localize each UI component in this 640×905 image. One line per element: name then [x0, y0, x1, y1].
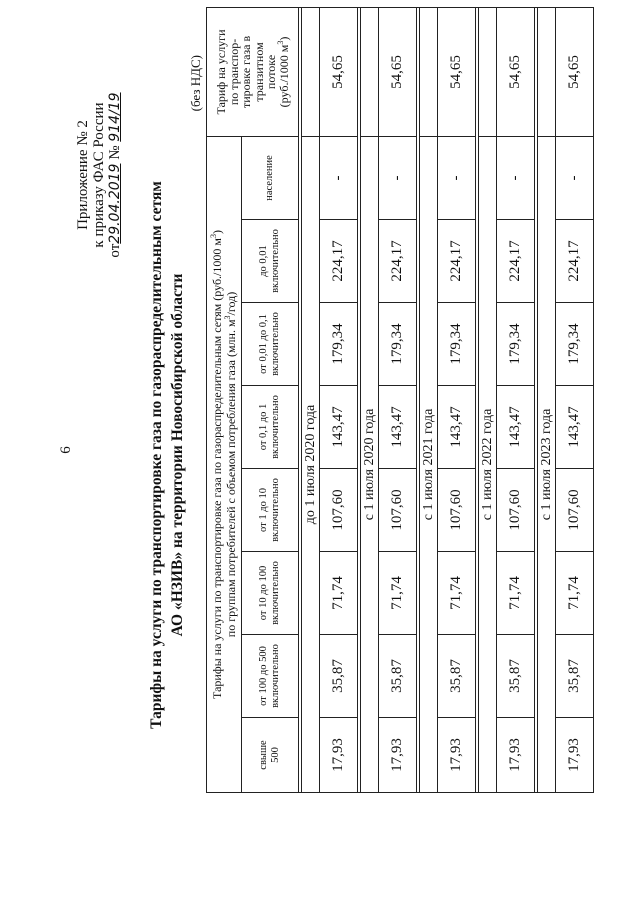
tariff-cell: 107,60	[438, 469, 476, 552]
tariff-cell: 224,17	[497, 220, 535, 303]
transit-tariff-cell: 54,65	[497, 7, 535, 136]
tariff-cell: 224,17	[556, 220, 594, 303]
table-row	[497, 7, 535, 792]
column-header-0-1-1: от 0,1 до 1 включительно	[242, 386, 299, 469]
transit-tariff-cell: 54,65	[556, 7, 594, 136]
transit-tariff-header	[207, 7, 299, 136]
tariff-cell: 107,60	[556, 469, 594, 552]
tariff-cell: -	[379, 136, 417, 219]
tariff-cell: 35,87	[438, 635, 476, 718]
column-header-10-100: от 10 до 100 включительно	[242, 552, 299, 635]
tariff-cell: -	[438, 136, 476, 219]
tariff-cell: 143,47	[438, 386, 476, 469]
transit-tariff-cell: 54,65	[438, 7, 476, 136]
period-row	[538, 7, 556, 792]
appendix-line3	[107, 55, 123, 295]
transit-header-suffix: )	[276, 36, 291, 41]
table-row	[438, 7, 476, 792]
appendix-number: 914/19	[107, 92, 123, 142]
appendix-date-prefix: от	[107, 243, 123, 258]
appendix-line1: Приложение № 2	[75, 120, 91, 230]
tariff-table	[206, 7, 594, 793]
transit-header-line: потоке	[264, 54, 278, 90]
tariff-cell: 17,93	[379, 718, 417, 793]
tariff-cell: 224,17	[320, 220, 358, 303]
tariff-cell: 107,60	[379, 469, 417, 552]
tariff-cell: 71,74	[438, 552, 476, 635]
period-label: до 1 июля 2020 года	[302, 136, 320, 792]
tariff-cell: 179,34	[438, 303, 476, 386]
tariff-cell: 107,60	[320, 469, 358, 552]
appendix-date: 29.04.2019	[107, 163, 123, 244]
period-row	[479, 7, 497, 792]
column-header-0-01-0-1: от 0,01 до 0,1 включительно	[242, 303, 299, 386]
sup-3: 3	[209, 234, 218, 239]
tariff-cell: 143,47	[320, 386, 358, 469]
tariff-cell: 143,47	[379, 386, 417, 469]
tariff-cell: 224,17	[438, 220, 476, 303]
column-header-under-0-01: до 0,01 включительно	[242, 220, 299, 303]
period-label: с 1 июля 2020 года	[361, 136, 379, 792]
tariff-cell: 71,74	[379, 552, 417, 635]
period-row	[420, 7, 438, 792]
transit-tariff-cell: 54,65	[320, 7, 358, 136]
transit-header-line: по транспор-	[226, 38, 241, 106]
tariff-cell: 71,74	[497, 552, 535, 635]
appendix-line2: к приказу ФАС России	[91, 102, 107, 248]
column-header-population: население	[242, 136, 299, 219]
transit-header-line: Тариф на услуги	[214, 29, 228, 115]
transit-tariff-cell: 54,65	[379, 7, 417, 136]
table-row	[379, 7, 417, 792]
column-header-over-500: свыше 500	[242, 718, 299, 793]
period-row	[302, 7, 320, 792]
period-label: с 1 июля 2021 года	[420, 136, 438, 792]
document-title	[146, 125, 188, 785]
tariff-cell: 71,74	[320, 552, 358, 635]
tariff-cell: 179,34	[556, 303, 594, 386]
tariff-cell: 35,87	[497, 635, 535, 718]
group-header-line1: Тарифы на услуги по транспортировке газа по газораспределительным сетям (руб./1000 м	[210, 238, 224, 699]
tariff-cell: 224,17	[379, 220, 417, 303]
tariff-cell: 143,47	[497, 386, 535, 469]
tariff-cell: 107,60	[497, 469, 535, 552]
group-header-line2-suffix: /год)	[224, 291, 238, 316]
appendix-reference	[75, 55, 123, 295]
tariff-cell: 179,34	[497, 303, 535, 386]
transit-header-line: (руб./1000 м	[276, 44, 291, 108]
title-line2: АО «НЗИВ» на территории Новосибирской области	[169, 273, 186, 637]
page-number: 6	[58, 446, 74, 454]
period-label: с 1 июля 2022 года	[479, 136, 497, 792]
tariff-cell: 179,34	[379, 303, 417, 386]
tariff-cell: 179,34	[320, 303, 358, 386]
transit-header-line: транзитном	[251, 42, 266, 102]
tariff-cell: 17,93	[320, 718, 358, 793]
sup-3: 3	[275, 40, 285, 45]
vat-note: (без НДС)	[188, 55, 203, 112]
appendix-number-prefix: №	[107, 145, 123, 160]
tariff-cell: 17,93	[438, 718, 476, 793]
column-header-100-500: от 100 до 500 включительно	[242, 635, 299, 718]
tariff-cell: 35,87	[556, 635, 594, 718]
period-row	[361, 7, 379, 792]
column-header-1-10: от 1 до 10 включительно	[242, 469, 299, 552]
group-header-line1-suffix: )	[210, 230, 224, 235]
table-row	[556, 7, 594, 792]
tariff-cell: 143,47	[556, 386, 594, 469]
tariff-cell: 17,93	[497, 718, 535, 793]
tariff-cell: 71,74	[556, 552, 594, 635]
tariff-cell: -	[497, 136, 535, 219]
title-line1: Тарифы на услуги по транспортировке газа по газораспределительным сетям	[148, 181, 165, 729]
tariff-cell: -	[556, 136, 594, 219]
tariff-cell: 35,87	[320, 635, 358, 718]
group-header-line2: по группам потребителей с объемом потребления газа (млн. м	[224, 319, 238, 638]
tariff-cell: 17,93	[556, 718, 594, 793]
table-row	[320, 7, 358, 792]
period-label: с 1 июля 2023 года	[538, 136, 556, 792]
sup-3: 3	[223, 315, 232, 320]
consumer-groups-header	[207, 136, 242, 792]
tariff-cell: 35,87	[379, 635, 417, 718]
tariff-cell: -	[320, 136, 358, 219]
transit-header-line: тировке газа в	[239, 35, 253, 109]
